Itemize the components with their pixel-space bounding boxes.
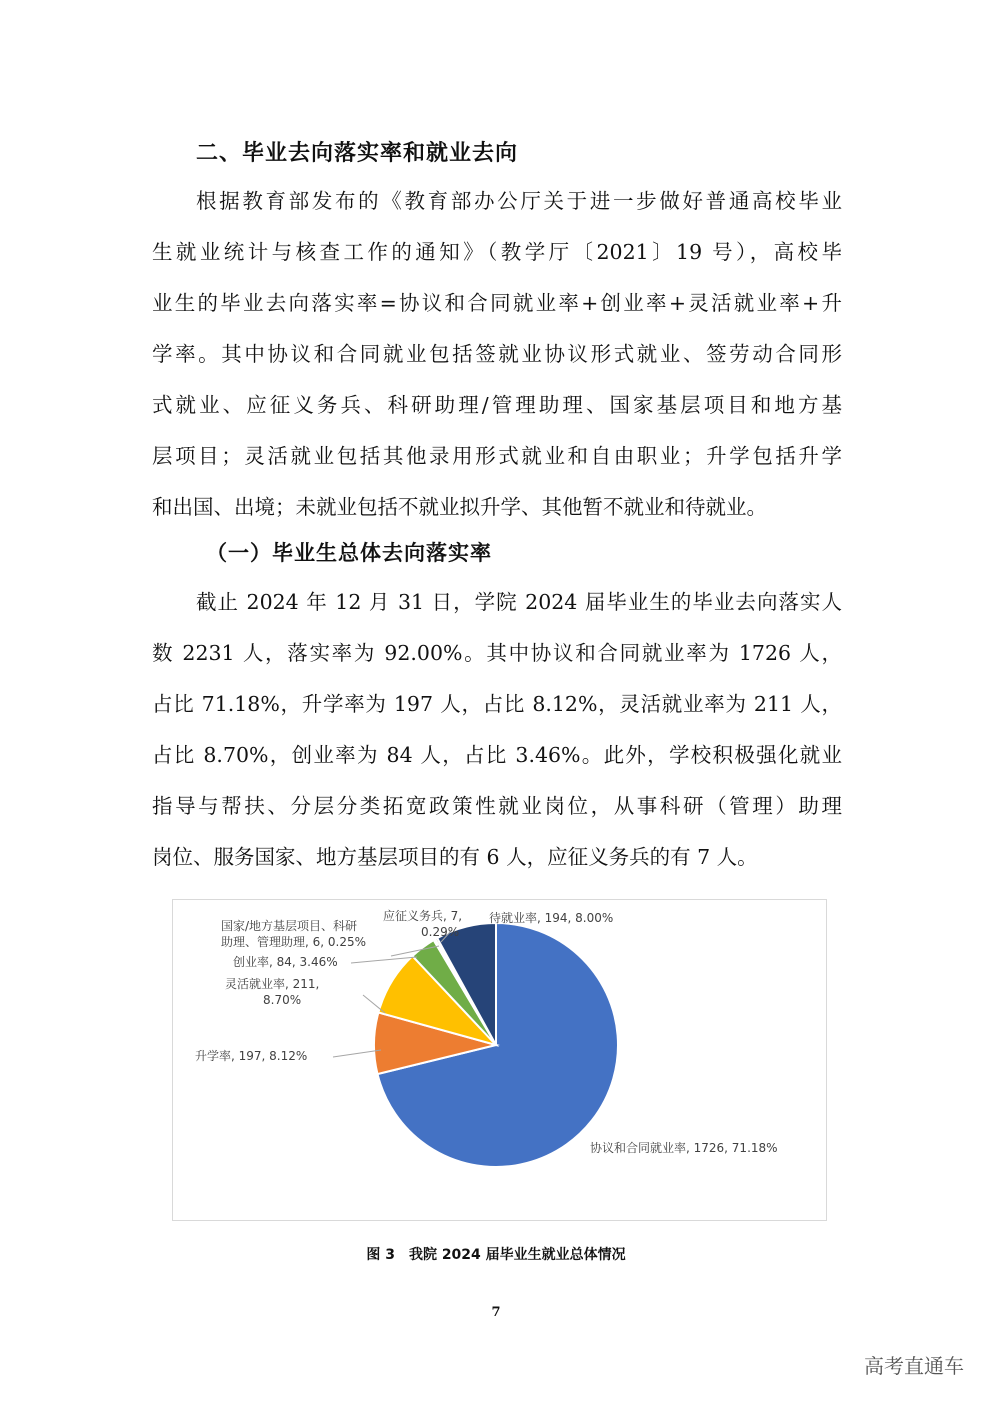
data-label: 0.29% bbox=[421, 925, 460, 939]
data-label: 国家/地方基层项目、科研 bbox=[221, 919, 358, 933]
paragraph-line: 占比 71.18%，升学率为 197 人，占比 8.12%，灵活就业率为 211 人， bbox=[152, 692, 842, 716]
watermark: 高考直通车 bbox=[864, 1354, 964, 1378]
paragraph-line: 业生的毕业去向落实率=协议和合同就业率+创业率+灵活就业率+升 bbox=[152, 291, 842, 315]
paragraph-line: 根据教育部发布的《教育部办公厅关于进一步做好普通高校毕业 bbox=[196, 189, 842, 213]
data-label: 助理、管理助理, 6, 0.25% bbox=[221, 935, 367, 949]
paragraph-definitions bbox=[152, 176, 842, 533]
paragraph-line: 岗位、服务国家、地方基层项目的有 6 人，应征义务兵的有 7 人。 bbox=[152, 845, 758, 869]
paragraph-line: 指导与帮扶、分层分类拓宽政策性就业岗位，从事科研（管理）助理 bbox=[152, 794, 842, 818]
subsection-title: （一）毕业生总体去向落实率 bbox=[206, 541, 492, 565]
data-label: 待就业率, 194, 8.00% bbox=[489, 911, 614, 925]
data-label: 应征义务兵, 7, bbox=[383, 909, 463, 923]
paragraph-statistics bbox=[152, 577, 842, 883]
paragraph-line: 数 2231 人，落实率为 92.00%。其中协议和合同就业率为 1726 人， bbox=[152, 641, 842, 665]
paragraph-line: 截止 2024 年 12 月 31 日，学院 2024 届毕业生的毕业去向落实人 bbox=[196, 590, 842, 614]
paragraph-line: 和出国、出境；未就业包括不就业拟升学、其他暂不就业和待就业。 bbox=[152, 495, 767, 519]
page-number: 7 bbox=[491, 1305, 501, 1320]
paragraph-line: 式就业、应征义务兵、科研助理/管理助理、国家基层项目和地方基 bbox=[152, 393, 842, 417]
paragraph-line: 层项目；灵活就业包括其他录用形式就业和自由职业；升学包括升学 bbox=[152, 444, 842, 468]
paragraph-line: 生就业统计与核查工作的通知》（教学厅〔2021〕19 号），高校毕 bbox=[152, 240, 842, 264]
data-label: 协议和合同就业率, 1726, 71.18% bbox=[590, 1141, 778, 1155]
data-label: 创业率, 84, 3.46% bbox=[233, 955, 338, 969]
data-label: 升学率, 197, 8.12% bbox=[195, 1049, 308, 1063]
paragraph-line: 占比 8.70%，创业率为 84 人，占比 3.46%。此外，学校积极强化就业 bbox=[152, 743, 842, 767]
data-label: 灵活就业率, 211, bbox=[225, 977, 320, 991]
paragraph-line: 学率。其中协议和合同就业包括签就业协议形式就业、签劳动合同形 bbox=[152, 342, 842, 366]
section-title: 二、毕业去向落实率和就业去向 bbox=[196, 141, 519, 166]
pie-chart-svg bbox=[173, 900, 826, 1220]
figure-caption: 图 3 我院 2024 届毕业生就业总体情况 bbox=[366, 1247, 626, 1263]
pie-chart bbox=[172, 899, 827, 1221]
data-label: 8.70% bbox=[263, 993, 302, 1007]
